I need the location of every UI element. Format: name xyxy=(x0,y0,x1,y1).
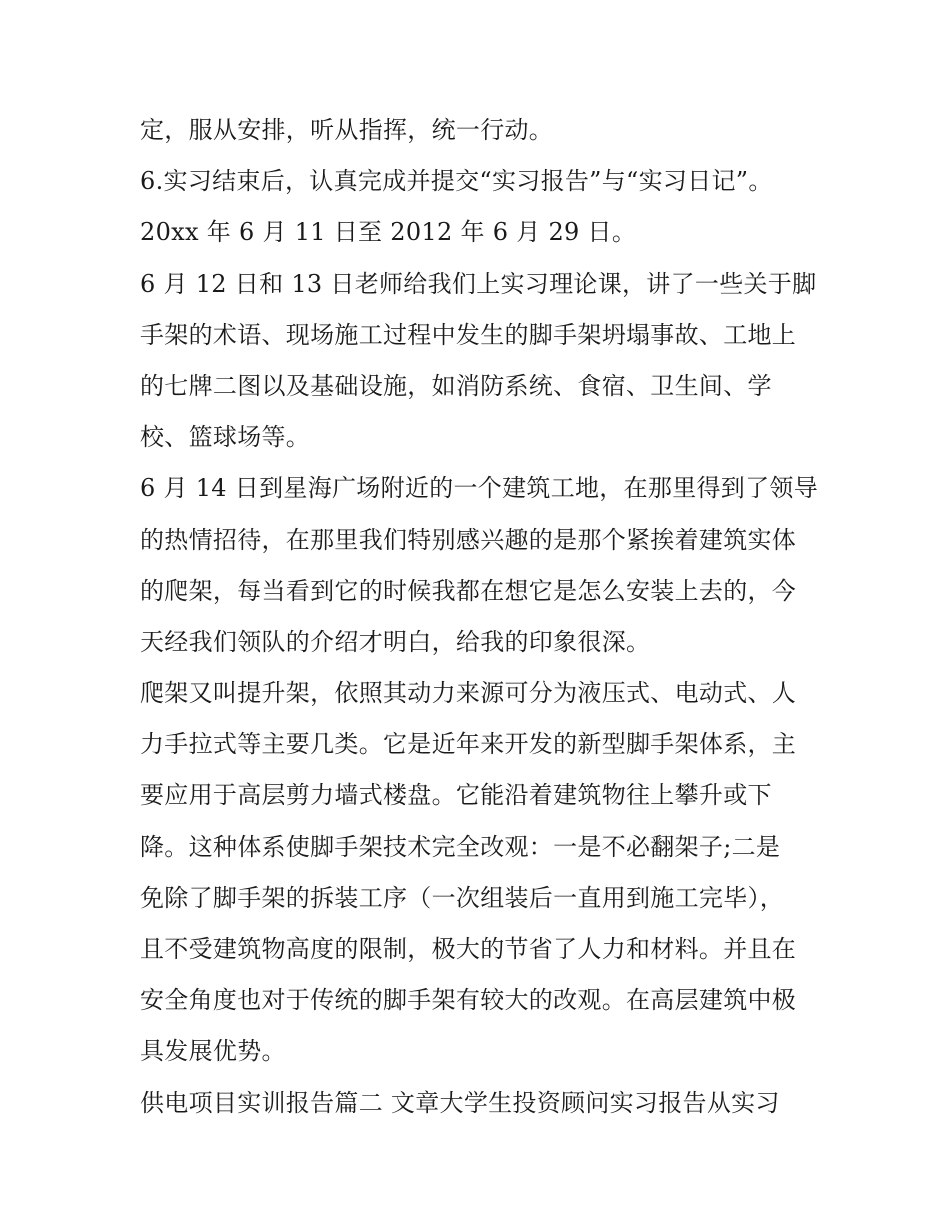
text-line: 力手拉式等主要几类。它是近年来开发的新型脚手架体系，主 xyxy=(140,730,797,759)
text-line: 6 月 12 日和 13 日老师给我们上实习理论课，讲了一些关于脚 xyxy=(140,269,817,298)
text-line: 具发展优势。 xyxy=(140,1037,286,1066)
text-line: 的爬架，每当看到它的时候我都在想它是怎么安装上去的，今 xyxy=(140,576,797,605)
text-line: 6 月 14 日到星海广场附近的一个建筑工地，在那里得到了领导 xyxy=(140,474,818,503)
text-line: 天经我们领队的介绍才明白，给我的印象很深。 xyxy=(140,627,651,656)
text-line: 安全角度也对于传统的脚手架有较大的改观。在高层建筑中极 xyxy=(140,986,797,1015)
text-line: 且不受建筑物高度的限制，极大的节省了人力和材料。并且在 xyxy=(140,935,797,963)
text-line: 20xx 年 6 月 11 日至 2012 年 6 月 29 日。 xyxy=(140,218,637,247)
text-line: 要应用于高层剪力墙式楼盘。它能沿着建筑物往上攀升或下 xyxy=(140,781,772,810)
text-line: 爬架又叫提升架，依照其动力来源可分为液压式、电动式、人 xyxy=(140,679,797,708)
text-line: 供电项目实训报告篇二 文章大学生投资顾问实习报告从实习 xyxy=(140,1088,780,1117)
text-line: 免除了脚手架的拆装工序（一次组装后一直用到施工完毕）， xyxy=(140,883,785,912)
body-text xyxy=(140,105,820,1129)
text-line: 定，服从安排，听从指挥，统一行动。 xyxy=(140,116,554,144)
text-line: 手架的术语、现场施工过程中发生的脚手架坍塌事故、工地上 xyxy=(140,320,797,349)
text-line: 降。这种体系使脚手架技术完全改观：一是不必翻架子;二是 xyxy=(140,832,781,861)
text-line: 的七牌二图以及基础设施，如消防系统、食宿、卫生间、学 xyxy=(140,371,772,400)
text-line: 校、篮球场等。 xyxy=(140,423,311,452)
text-line: 6.实习结束后，认真完成并提交“实习报告”与“实习日记”。 xyxy=(140,167,773,196)
text-line: 的热情招待，在那里我们特别感兴趣的是那个紧挨着建筑实体 xyxy=(140,525,797,554)
